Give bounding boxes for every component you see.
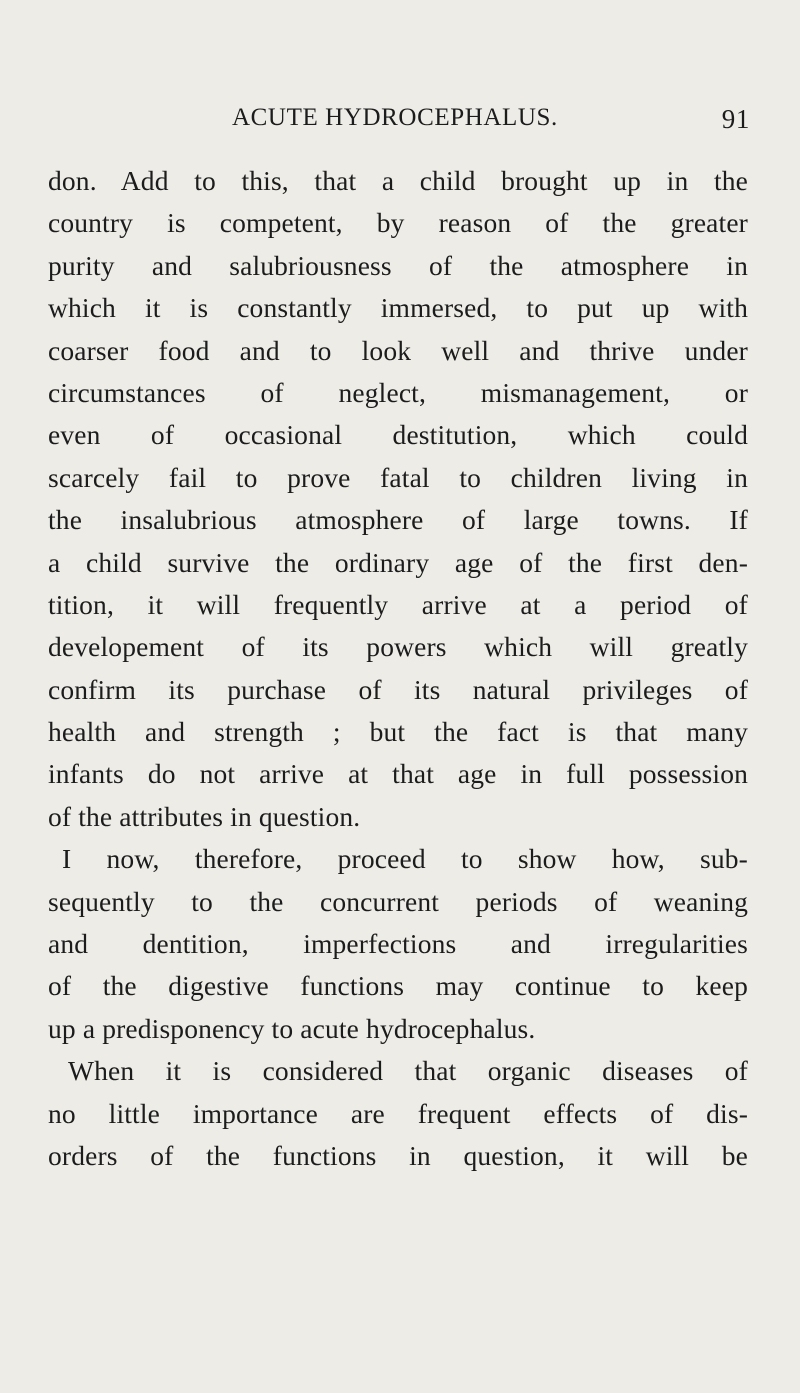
text-line: up a predisponency to acute hydrocephalus. xyxy=(48,1012,536,1044)
body-text xyxy=(48,160,748,1177)
text-line: country is competent, by reason of the greater xyxy=(48,207,748,239)
text-line: developement of its powers which will greatly xyxy=(48,631,748,663)
text-line: circumstances of neglect, mismanagement, or xyxy=(48,376,748,408)
page-number: 91 xyxy=(721,104,750,134)
text-line: When it is considered that organic diseases of xyxy=(68,1055,748,1087)
text-line: confirm its purchase of its natural privileges of xyxy=(48,673,748,705)
text-line: and dentition, imperfections and irregularities xyxy=(48,928,748,960)
text-line: no little importance are frequent effects of dis- xyxy=(48,1097,748,1129)
text-line: the insalubrious atmosphere of large towns. If xyxy=(48,504,748,536)
text-line: health and strength ; but the fact is that many xyxy=(48,716,748,748)
text-line: a child survive the ordinary age of the first den- xyxy=(48,546,748,578)
text-line: purity and salubriousness of the atmosphere in xyxy=(48,249,748,281)
text-line: even of occasional destitution, which could xyxy=(48,419,748,451)
text-line: of the digestive functions may continue to keep xyxy=(48,970,748,1002)
text-line: which it is constantly immersed, to put up with xyxy=(48,292,748,324)
text-line: of the attributes in question. xyxy=(48,800,361,832)
text-line: I now, therefore, proceed to show how, sub- xyxy=(62,843,748,875)
text-line: scarcely fail to prove fatal to children living in xyxy=(48,461,748,493)
text-line: sequently to the concurrent periods of weaning xyxy=(48,885,748,917)
text-line: infants do not arrive at that age in full possession xyxy=(48,758,748,790)
text-line: orders of the functions in question, it will be xyxy=(48,1139,748,1171)
text-line: tition, it will frequently arrive at a period of xyxy=(48,588,748,620)
text-line: coarser food and to look well and thrive under xyxy=(48,334,748,366)
running-title: ACUTE HYDROCEPHALUS. xyxy=(232,104,558,131)
text-line: don. Add to this, that a child brought up in the xyxy=(48,165,748,196)
running-head xyxy=(232,104,750,144)
